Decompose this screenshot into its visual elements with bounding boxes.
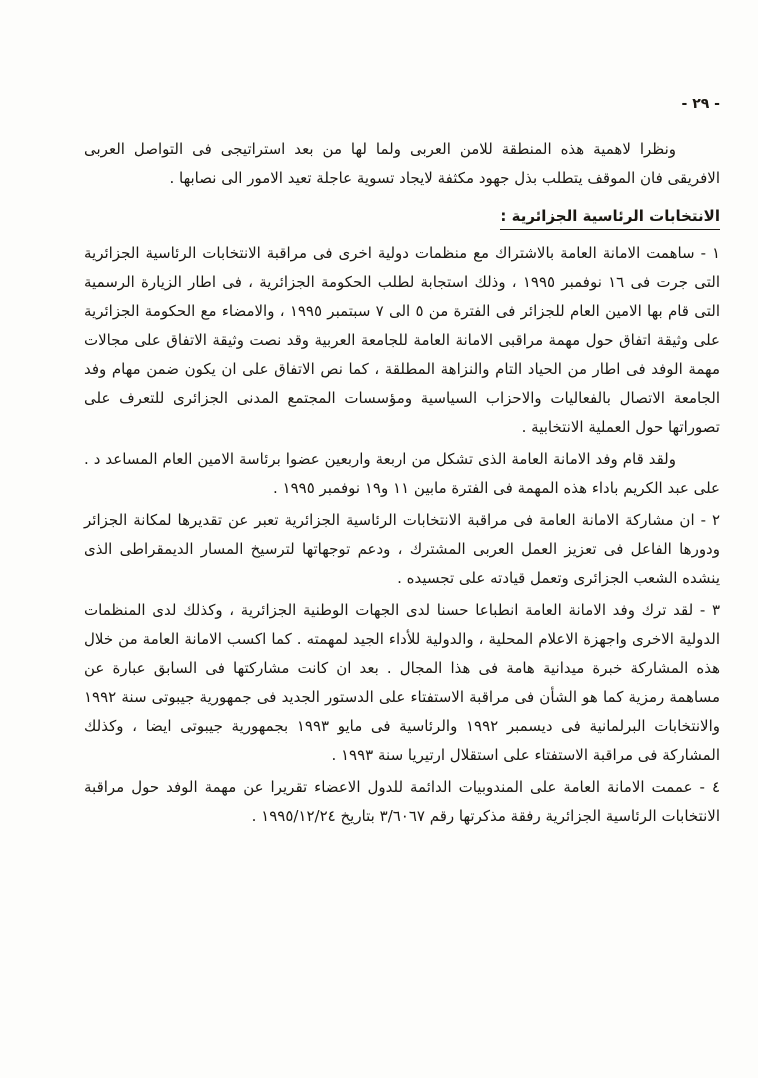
item-number: ١ - — [700, 244, 720, 262]
page-number: - ٢٩ - — [681, 96, 720, 112]
section-heading — [84, 202, 720, 231]
intro-paragraph: ونظرا لاهمية هذه المنطقة للامن العربى ولما لها من بعد استراتيجى فى التواصل العربى الافريقى فان الموقف يتطلب بذل جهود مكثفة لايجاد تسوية عاجلة تعيد الامور الى نصابها . — [84, 140, 720, 187]
item-number: ٣ - — [699, 601, 720, 619]
item-text: لقد ترك وفد الامانة العامة انطباعا حسنا لدى الجهات الوطنية الجزائرية ، وكذلك لدى المنظمات الدولية الاخرى واجهزة الاعلام المحلية ، والدولية للأداء الجيد لمهمته . كما اكسب الامانة العامة من خلال هذه المشاركة خبرة ميدانية هامة فى هذا المجال . بعد ان كانت مشاركتها فى السابق عبارة عن مساهمة رمزية كما هو الشأن فى مراقبة الاستفتاء على الدستور الجديد فى جمهورية جيبوتى سنة ١٩٩٢ والانتخابات البرلمانية فى ديسمبر ١٩٩٢ والرئاسية فى مايو ١٩٩٣ بجمهورية جيبوتى ايضا ، وكذلك المشاركة فى مراقبة الاستفتاء على استقلال ارتيريا سنة ١٩٩٣ . — [84, 601, 720, 764]
section-heading-text: الانتخابات الرئاسية الجزائرية : — [500, 207, 720, 230]
item-text: ان مشاركة الامانة العامة فى مراقبة الانتخابات الرئاسية الجزائرية تعبر عن تقديرها لمكانة الجزائر ودورها الفاعل فى تعزيز العمل العربى المشترك ، ودعم توجهاتها لترسيخ المسار الديمقراطى الذى ينشده الشعب الجزائرى وتعمل قيادته على تجسيده . — [84, 511, 720, 587]
numbered-item-4 — [84, 773, 720, 831]
followup-paragraph: ولقد قام وفد الامانة العامة الذى تشكل من اربعة واربعين عضوا برئاسة الامين العام المساعد د . على عبد الكريم باداء هذه المهمة فى الفترة مابين ١١ و١٩ نوفمبر ١٩٩٥ . — [84, 450, 720, 497]
item-number: ٢ - — [700, 511, 720, 529]
item-text: عممت الامانة العامة على المندوبيات الدائمة للدول الاعضاء تقريرا عن مهمة الوفد حول مراقبة الانتخابات الرئاسية الجزائرية رفقة مذكرتها رقم ٣/٦٠٦٧ بتاريخ ١٩٩٥/١٢/٢٤ . — [84, 778, 720, 825]
numbered-item-2 — [84, 506, 720, 593]
item-number: ٤ - — [699, 778, 720, 796]
item-text: ساهمت الامانة العامة بالاشتراك مع منظمات دولية اخرى فى مراقبة الانتخابات الرئاسية الجزائرية التى جرت فى ١٦ نوفمبر ١٩٩٥ ، وذلك استجابة لطلب الحكومة الجزائرية ، فى اطار الزيارة الرسمية التى قام بها الامين العام للجزائر فى الفترة من ٥ الى ٧ سبتمبر ١٩٩٥ ، والامضاء مع الحكومة الجزائرية على وثيقة اتفاق حول مهمة مراقبى الامانة العامة للجامعة العربية وقد نصت وثيقة الاتفاق على مجالات مهمة الوفد فى اطار من الحياد التام والنزاهة المطلقة ، كما نص الاتفاق على ان يكون ضمن مهام وفد الجامعة الاتصال بالفعاليات والاحزاب السياسية ومؤسسات المجتمع المدنى الجزائرى للتعرف على تصوراتها حول العملية الانتخابية . — [84, 244, 720, 436]
numbered-item-3 — [84, 596, 720, 770]
numbered-item-1 — [84, 239, 720, 442]
